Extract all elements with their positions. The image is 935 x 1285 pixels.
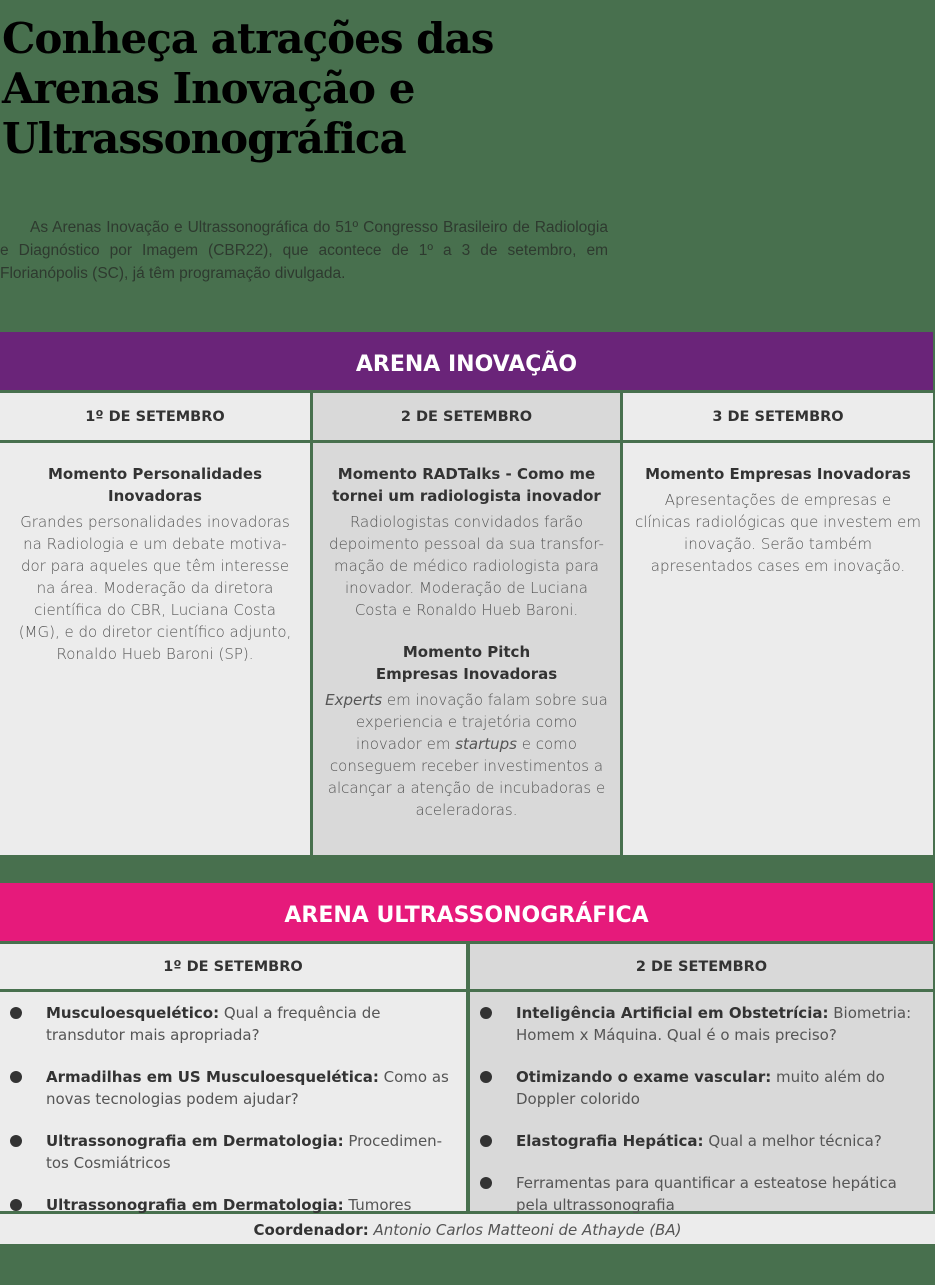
topic-title: Elastografia Hepática: bbox=[516, 1132, 704, 1150]
inovacao-day-1-header: 1º DE SETEMBRO bbox=[0, 393, 310, 440]
coordinator-label: Coordenador: bbox=[253, 1221, 369, 1239]
article-title: Conheça atrações das Arenas Inovação e Ultrassonográfica bbox=[2, 14, 494, 163]
event bbox=[635, 463, 921, 577]
topic-list bbox=[0, 992, 466, 1216]
coordinator-name: Antonio Carlos Matteoni de Athayde (BA) bbox=[368, 1221, 682, 1239]
bullet-icon bbox=[480, 1071, 492, 1083]
coordinator-row bbox=[0, 1214, 935, 1244]
ultrassom-day-1-header: 1º DE SETEMBRO bbox=[0, 944, 466, 989]
list-item bbox=[10, 1130, 452, 1174]
arena-inovacao-header: ARENA INOVAÇÃO bbox=[0, 332, 933, 390]
article-intro: As Arenas Inovação e Ultrassonográfica do 51º Congresso Brasileiro de Radiologia e Diagnóstico por Imagem (CBR22), que acontece de 1º a 3 de setembro, em Florianópolis (SC), já têm programação divulgada. bbox=[0, 219, 608, 282]
bullet-icon bbox=[10, 1135, 22, 1147]
topic-text: Como as novas tecnologias podem ajudar? bbox=[46, 1068, 449, 1108]
bullet-icon bbox=[480, 1177, 492, 1189]
event-title: Momento Pitch Empresas Inovadoras bbox=[375, 643, 558, 683]
bullet-icon bbox=[10, 1007, 22, 1019]
event-description-text: em inovação falam sobre sua experiencia e trajetória como inovador em bbox=[355, 691, 608, 753]
ultrassom-day-1-cell bbox=[0, 992, 466, 1214]
ultrassom-day-2-header: 2 DE SETEMBRO bbox=[470, 944, 933, 989]
topic-title: Inteligência Artificial em Obstetrícia: bbox=[516, 1004, 829, 1022]
topic-list bbox=[470, 992, 933, 1216]
list-item bbox=[480, 1066, 919, 1110]
topic-text: Qual a frequência de transdutor mais apropriada? bbox=[46, 1004, 381, 1044]
inovacao-day-1-cell bbox=[0, 443, 310, 855]
inovacao-day-2-header: 2 DE SETEMBRO bbox=[313, 393, 620, 440]
event-title: Momento RADTalks - Como me tornei um radiologista inovador bbox=[332, 465, 601, 505]
event-title: Momento Personalidades Inovadoras bbox=[48, 465, 262, 505]
bullet-icon bbox=[480, 1135, 492, 1147]
inovacao-day-3-header: 3 DE SETEMBRO bbox=[623, 393, 933, 440]
bullet-icon bbox=[10, 1199, 22, 1211]
topic-text: Qual a melhor técnica? bbox=[703, 1132, 882, 1150]
event-description: Grandes personalidades inovadoras na Radiologia e um debate motiva-dor para aqueles que têm interesse na área. Moderação da diretora científica do CBR, Luciana Costa (MG), e do diretor científico adjunto, Ronaldo Hueb Baroni (SP). bbox=[18, 513, 292, 663]
list-item bbox=[10, 1194, 452, 1216]
bullet-icon bbox=[10, 1071, 22, 1083]
list-item bbox=[10, 1066, 452, 1110]
arena-ultrassonografica-header: ARENA ULTRASSONOGRÁFICA bbox=[0, 883, 933, 941]
topic-text: muito além do Doppler colorido bbox=[516, 1068, 885, 1108]
event bbox=[325, 641, 608, 821]
list-item bbox=[480, 1130, 919, 1152]
topic-title: Armadilhas em US Musculoesquelética: bbox=[46, 1068, 379, 1086]
topic-title: Ultrassonografia em Dermatologia: bbox=[46, 1196, 344, 1214]
topic-title: Ultrassonografia em Dermatologia: bbox=[46, 1132, 344, 1150]
bullet-icon bbox=[480, 1007, 492, 1019]
topic-text: Biometria: Homem x Máquina. Qual é o mais preciso? bbox=[516, 1004, 912, 1044]
event-description bbox=[325, 689, 608, 821]
event-description: Apresentações de empresas e clínicas radiológicas que investem em inovação. Serão também apresentados cases em inovação. bbox=[635, 491, 921, 575]
list-item bbox=[480, 1002, 919, 1046]
event-description-italic: Experts bbox=[325, 691, 383, 709]
topic-text: Ferramentas para quantificar a esteatose hepática pela ultrassonografia bbox=[516, 1174, 897, 1214]
list-item bbox=[480, 1172, 919, 1216]
event-title: Momento Empresas Inovadoras bbox=[645, 465, 911, 483]
topic-text: Tumores bbox=[343, 1196, 412, 1214]
event bbox=[12, 463, 298, 665]
topic-text: Procedimen-tos Cosmiátricos bbox=[46, 1132, 443, 1172]
list-item bbox=[10, 1002, 452, 1046]
ultrassom-day-2-cell bbox=[470, 992, 933, 1214]
event-description: Radiologistas convidados farão depoimento pessoal da sua transfor-mação de médico radiologista para inovador. Moderação de Luciana Costa e Ronaldo Hueb Baroni. bbox=[329, 513, 604, 619]
inovacao-day-3-cell bbox=[623, 443, 933, 855]
topic-title: Otimizando o exame vascular: bbox=[516, 1068, 772, 1086]
event bbox=[325, 463, 608, 621]
event-description-text: e como conseguem receber investimentos a alcançar a atenção de incubadoras e aceleradoras. bbox=[327, 735, 606, 819]
inovacao-day-2-cell bbox=[313, 443, 620, 855]
topic-title: Musculoesquelético: bbox=[46, 1004, 220, 1022]
event-description-italic: startups bbox=[455, 735, 517, 753]
